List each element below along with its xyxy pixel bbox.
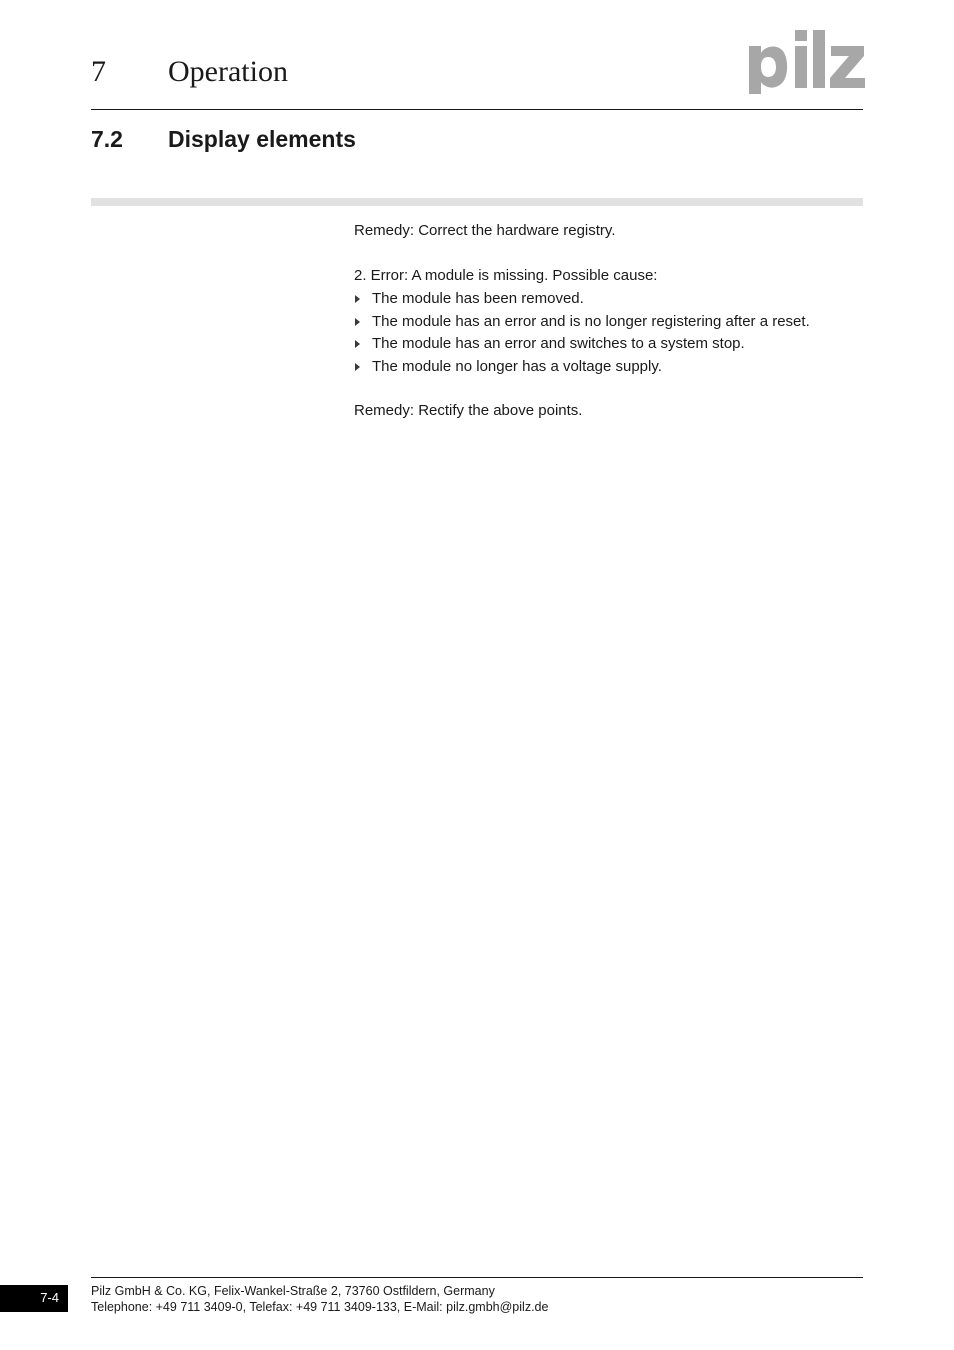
page-number-tab: [0, 1285, 68, 1312]
remedy-rectify-points: Remedy: Rectify the above points.: [354, 402, 583, 419]
list-item: [354, 289, 859, 312]
list-item-text: The module has been removed.: [372, 290, 584, 307]
page-number: 7-4: [40, 1290, 59, 1305]
triangle-bullet-icon: [355, 363, 360, 371]
triangle-bullet-icon: [355, 295, 360, 303]
section-heading: [91, 124, 791, 156]
chapter-title: Operation: [168, 55, 288, 88]
possible-causes-list: [354, 289, 859, 379]
remedy-hardware-registry: Remedy: Correct the hardware registry.: [354, 222, 616, 239]
triangle-bullet-icon: [355, 318, 360, 326]
section-divider-bar: [91, 198, 863, 206]
list-item-text: The module has an error and switches to a system stop.: [372, 335, 745, 352]
section-title: Display elements: [168, 126, 356, 152]
chapter-header: [91, 52, 711, 96]
list-item: [354, 357, 859, 380]
header-rule: [91, 109, 863, 110]
error-module-missing: 2. Error: A module is missing. Possible cause:: [354, 267, 658, 284]
triangle-bullet-icon: [355, 340, 360, 348]
pilz-logo: [747, 28, 865, 96]
footer-company-address: Pilz GmbH & Co. KG, Felix-Wankel-Straße 2, 73760 Ostfildern, Germany: [91, 1284, 495, 1298]
list-item-text: The module no longer has a voltage supply.: [372, 357, 662, 375]
footer-contact-info: Telephone: +49 711 3409-0, Telefax: +49 711 3409-133, E-Mail: pilz.gmbh@pilz.de: [91, 1300, 549, 1314]
chapter-number: 7: [91, 55, 106, 88]
list-item-text: The module has an error and is no longer registering after a reset.: [372, 312, 810, 330]
list-item: [354, 334, 859, 357]
list-item: [354, 312, 859, 335]
footer-rule: [91, 1277, 863, 1278]
section-number: 7.2: [91, 126, 123, 152]
